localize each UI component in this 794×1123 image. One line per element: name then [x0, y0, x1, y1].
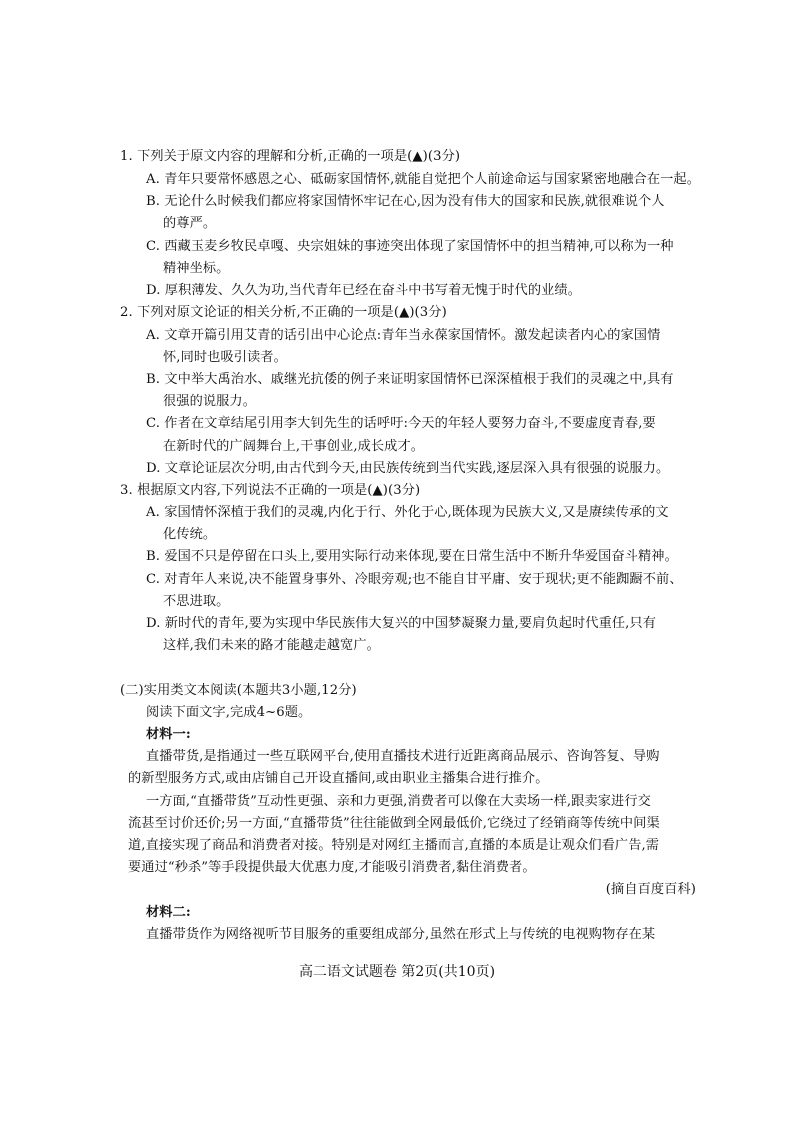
question-3-option-a-cont: 化传统。 [163, 527, 217, 542]
material-1-para-1-line-2: 的新型服务方式,或由店铺自己开设直播间,或由职业主播集合进行推介。 [128, 771, 549, 786]
question-2-option-a-cont: 怀,同时也吸引读者。 [163, 350, 287, 365]
question-3-option-c-cont: 不思进取。 [163, 594, 230, 609]
question-1-option-b-cont: 的尊严。 [163, 216, 217, 231]
question-1-option-c-cont: 精神坐标。 [163, 261, 230, 276]
question-2-option-c-cont: 在新时代的广阔舞台上,干事创业,成长成才。 [163, 439, 425, 454]
question-3-stem: 3. 根据原文内容,下列说法不正确的一项是(▲)(3分) [120, 483, 421, 498]
question-2-option-a: A. 文章开篇引用艾青的话引出中心论点:青年当永葆家国情怀。激发起读者内心的家国情 [146, 328, 661, 343]
material-2-para-1-line-1: 直播带货作为网络视听节目服务的重要组成部分,虽然在形式上与传统的电视购物存在某 [146, 927, 656, 942]
question-2-option-d: D. 文章论证层次分明,由古代到今天,由民族传统到当代实践,逐层深入具有很强的说服力。 [146, 461, 670, 476]
page-footer: 高二语文试题卷 第2页(共10页) [298, 964, 496, 980]
question-3-option-b: B. 爱国不只是停留在口头上,要用实际行动来体现,要在日常生活中不断升华爱国奋斗精神。 [146, 549, 678, 564]
material-1-source: (摘自百度百科) [605, 882, 696, 897]
section-instruction: 阅读下面文字,完成4~6题。 [146, 705, 312, 720]
question-2-stem: 2. 下列对原文论证的相关分析,不正确的一项是(▲)(3分) [120, 305, 447, 320]
question-3-option-c: C. 对青年人来说,决不能置身事外、冷眼旁观;也不能自甘平庸、安于现状;更不能踟蹰不前、 [146, 572, 683, 587]
material-1-label: 材料一: [146, 727, 191, 742]
question-3-option-a: A. 家国情怀深植于我们的灵魂,内化于行、外化于心,既体现为民族大义,又是赓续传承的文 [146, 505, 669, 520]
question-3-option-d-cont: 这样,我们未来的路才能越走越宽广。 [163, 638, 380, 653]
question-1-option-a: A. 青年只要常怀感恩之心、砥砺家国情怀,就能自觉把个人前途命运与国家紧密地融合在一起。 [146, 172, 700, 187]
section-heading: (二)实用类文本阅读(本题共3小题,12分) [120, 683, 357, 698]
material-1-para-2-line-2: 流甚至讨价还价;另一方面,“直播带货”往往能做到全网最低价,它绕过了经销商等传统中间渠 [128, 816, 660, 831]
question-2-option-b-cont: 很强的说服力。 [163, 394, 257, 409]
material-1-para-1-line-1: 直播带货,是指通过一些互联网平台,使用直播技术进行近距离商品展示、咨询答复、导购 [146, 749, 660, 764]
question-1-stem: 1. 下列关于原文内容的理解和分析,正确的一项是(▲)(3分) [120, 149, 461, 164]
material-1-para-2-line-3: 道,直接实现了商品和消费者对接。特别是对网红主播而言,直播的本质是让观众们看广告,需 [128, 838, 660, 853]
material-2-label: 材料二: [146, 905, 191, 920]
question-2-option-c: C. 作者在文章结尾引用李大钊先生的话呼吁:今天的年轻人要努力奋斗,不要虚度青春,要 [146, 416, 656, 431]
question-1-option-d: D. 厚积薄发、久久为功,当代青年已经在奋斗中书写着无愧于时代的业绩。 [146, 283, 581, 298]
material-1-para-2-line-1: 一方面,“直播带货”互动性更强、亲和力更强,消费者可以像在大卖场一样,跟卖家进行交 [146, 794, 651, 809]
question-1-option-c: C. 西藏玉麦乡牧民卓嘎、央宗姐妹的事迹突出体现了家国情怀中的担当精神,可以称为一种 [146, 239, 674, 254]
material-1-para-2-line-4: 要通过“秒杀”等手段提供最大优惠力度,才能吸引消费者,黏住消费者。 [128, 860, 536, 875]
question-2-option-b: B. 文中举大禹治水、戚继光抗倭的例子来证明家国情怀已深深植根于我们的灵魂之中,具有 [146, 372, 674, 387]
question-3-option-d: D. 新时代的青年,要为实现中华民族伟大复兴的中国梦凝聚力量,要肩负起时代重任,只有 [146, 616, 657, 631]
question-1-option-b: B. 无论什么时候我们都应将家国情怀牢记在心,因为没有伟大的国家和民族,就很难说个人 [146, 194, 665, 209]
